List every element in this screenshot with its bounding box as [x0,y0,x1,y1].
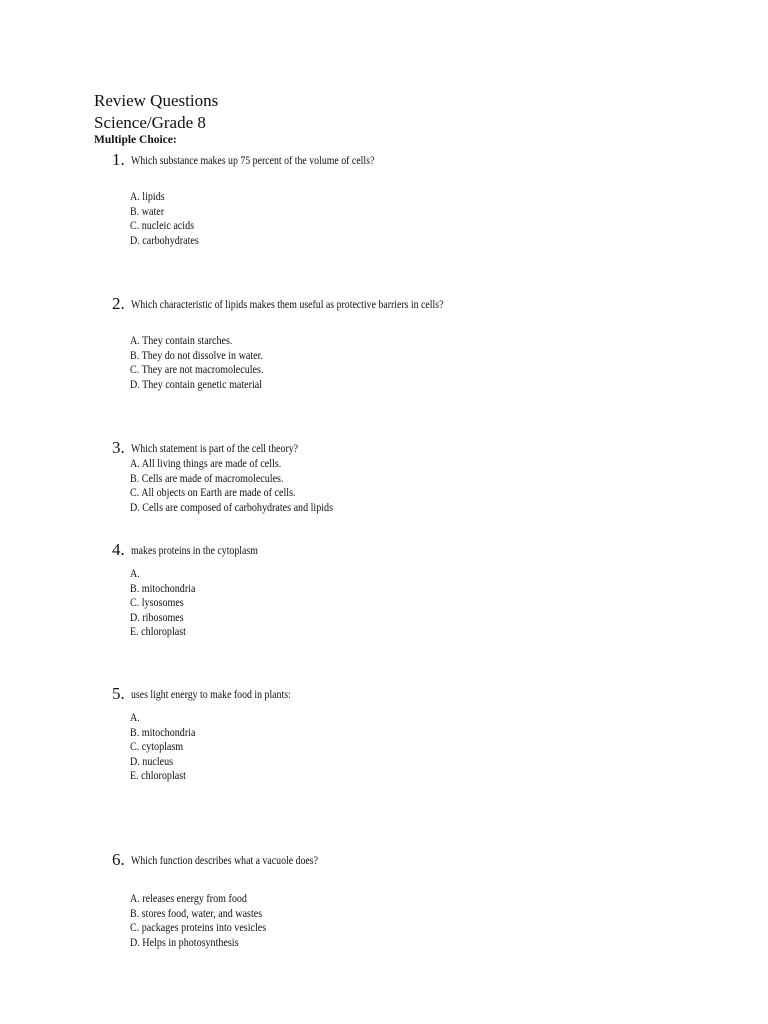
answer-options [130,334,278,392]
answer-option: A. releases energy from food [130,893,247,905]
answer-option: C. All objects on Earth are made of cells. [130,487,296,500]
answer-options [130,711,203,784]
answer-option: D. Cells are composed of carbohydrates and lipids [130,501,334,514]
question-5 [112,684,712,783]
answer-options [130,567,203,640]
answer-option: B. Cells are made of macromolecules. [130,472,284,485]
answer-option: A. They contain starches. [130,335,233,347]
question-text: Which statement is part of the cell theory? [131,443,299,455]
question-text: Which substance makes up 75 percent of the volume of cells? [131,155,375,167]
question-6 [112,850,712,949]
answer-option: E. chloroplast [130,770,186,783]
section-heading: Multiple Choice: [94,134,177,146]
answer-option: D. They contain genetic material [130,378,263,391]
answer-option: B. mitochondria [130,726,196,739]
question-4 [112,540,712,639]
answer-option: C. nucleic acids [130,220,195,233]
answer-option: C. packages proteins into vesicles [130,922,267,935]
question-text: makes proteins in the cytoplasm [131,545,258,557]
document-subtitle: Science/Grade 8 [94,113,206,132]
question-number: 3. [112,438,125,457]
answer-option: D. carbohydrates [130,234,199,247]
answer-option: A. lipids [130,191,165,203]
question-number: 4. [112,540,125,559]
answer-option: B. They do not dissolve in water. [130,349,263,362]
question-2 [112,294,712,391]
answer-option: C. lysosomes [130,597,184,610]
answer-options [130,457,356,515]
question-text: Which function describes what a vacuole does? [131,855,318,867]
answer-option: B. mitochondria [130,582,196,595]
question-number: 2. [112,294,125,313]
answer-option: C. cytoplasm [130,741,184,754]
answer-option: D. ribosomes [130,611,184,624]
question-1 [112,150,712,247]
question-number: 6. [112,850,125,869]
answer-option: C. They are not macromolecules. [130,364,264,377]
answer-option: D. nucleus [130,755,174,768]
document-title: Review Questions [94,91,219,110]
answer-option: A. [130,568,140,580]
answer-option: B. stores food, water, and wastes [130,907,263,920]
answer-option: A. All living things are made of cells. [130,458,282,470]
answer-option: B. water [130,205,165,218]
answer-options [130,190,206,248]
question-number: 1. [112,150,125,169]
answer-options [130,892,281,950]
answer-option: A. [130,712,140,724]
answer-option: E. chloroplast [130,626,186,639]
question-3 [112,438,712,514]
question-number: 5. [112,684,125,703]
answer-option: D. Helps in photosynthesis [130,936,239,949]
question-text: uses light energy to make food in plants: [131,689,291,701]
question-text: Which characteristic of lipids makes them useful as protective barriers in cells? [131,299,444,311]
